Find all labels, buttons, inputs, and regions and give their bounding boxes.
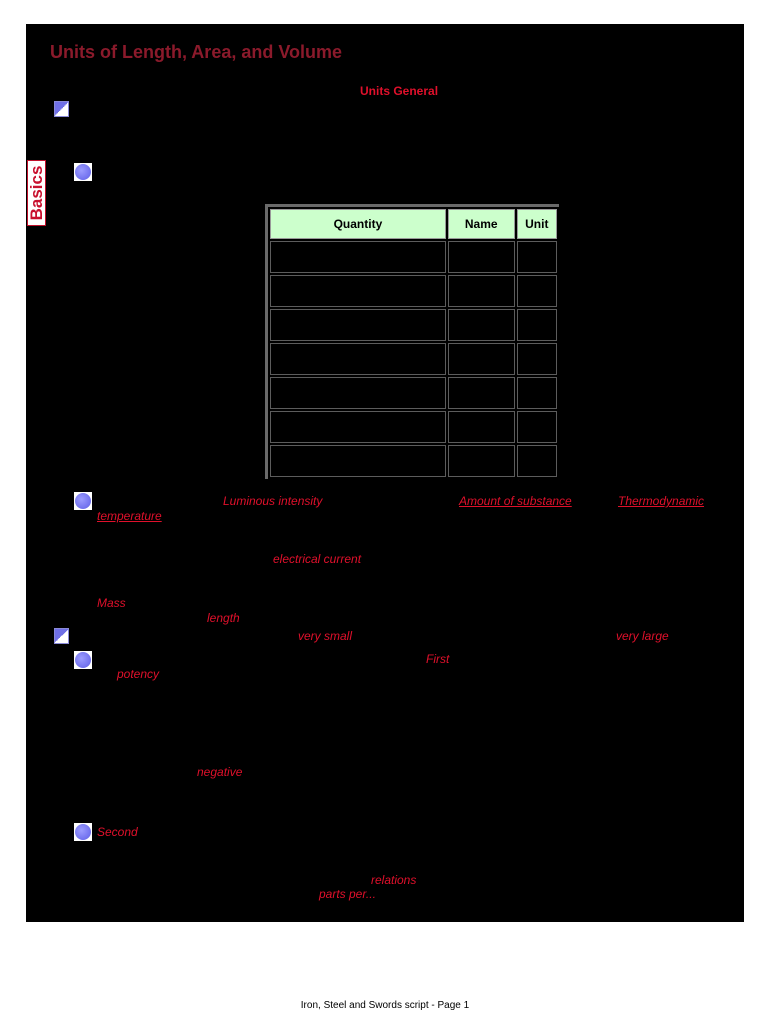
- table-row: [270, 241, 557, 273]
- table-cell: [448, 275, 515, 307]
- blue-circle-bullet-icon: [74, 651, 92, 669]
- table-cell: [448, 241, 515, 273]
- table-cell: [517, 411, 557, 443]
- table-cell: [517, 241, 557, 273]
- term-parts-per: parts per...: [319, 887, 376, 901]
- table-cell: [448, 411, 515, 443]
- table-cell: [517, 309, 557, 341]
- table-cell: [270, 309, 446, 341]
- table-header-name: Name: [448, 209, 515, 239]
- table-cell: [448, 309, 515, 341]
- units-table: [265, 204, 559, 479]
- table-cell: [270, 377, 446, 409]
- table-cell: [448, 377, 515, 409]
- term-very-small: very small: [298, 629, 353, 643]
- term-first: First: [426, 652, 450, 666]
- table-cell: [270, 275, 446, 307]
- term-relations: relations: [371, 873, 417, 887]
- section-subtitle: Units General: [360, 84, 439, 98]
- term-very-large: very large: [616, 629, 669, 643]
- term-electrical-current: electrical current: [273, 552, 362, 566]
- table-header-quantity: Quantity: [270, 209, 446, 239]
- table-header-row: [270, 209, 557, 239]
- side-tab-basics[interactable]: [27, 160, 46, 226]
- table-cell: [270, 343, 446, 375]
- term-temperature-link[interactable]: temperature: [97, 509, 162, 523]
- term-thermodynamic-link[interactable]: Thermodynamic: [618, 494, 705, 508]
- table-cell: [270, 445, 446, 477]
- term-mass: Mass: [97, 596, 126, 610]
- term-second: Second: [97, 825, 138, 839]
- table-cell: [448, 343, 515, 375]
- diagonal-square-icon: [54, 101, 69, 117]
- term-negative: negative: [197, 765, 243, 779]
- page-footer: Iron, Steel and Swords script - Page 1: [300, 1000, 470, 1011]
- table-row: [270, 309, 557, 341]
- side-tab-label: Basics: [26, 165, 46, 221]
- blue-circle-bullet-icon: [74, 823, 92, 841]
- table-row: [270, 377, 557, 409]
- table-cell: [517, 445, 557, 477]
- table-header-unit: Unit: [517, 209, 557, 239]
- term-amount-of-substance-link[interactable]: Amount of substance: [459, 494, 572, 508]
- table-cell: [270, 241, 446, 273]
- page-title: Units of Length, Area, and Volume: [50, 42, 343, 62]
- table-row: [270, 275, 557, 307]
- table-cell: [270, 411, 446, 443]
- table-cell: [517, 377, 557, 409]
- table-cell: [517, 275, 557, 307]
- term-luminous-intensity: Luminous intensity: [223, 494, 323, 508]
- term-potency: potency: [117, 667, 160, 681]
- table-cell: [448, 445, 515, 477]
- blue-circle-bullet-icon: [74, 163, 92, 181]
- diagonal-square-icon: [54, 628, 69, 644]
- table-cell: [517, 343, 557, 375]
- term-length: length: [207, 611, 240, 625]
- table-row: [270, 445, 557, 477]
- blue-circle-bullet-icon: [74, 492, 92, 510]
- table-row: [270, 411, 557, 443]
- table-row: [270, 343, 557, 375]
